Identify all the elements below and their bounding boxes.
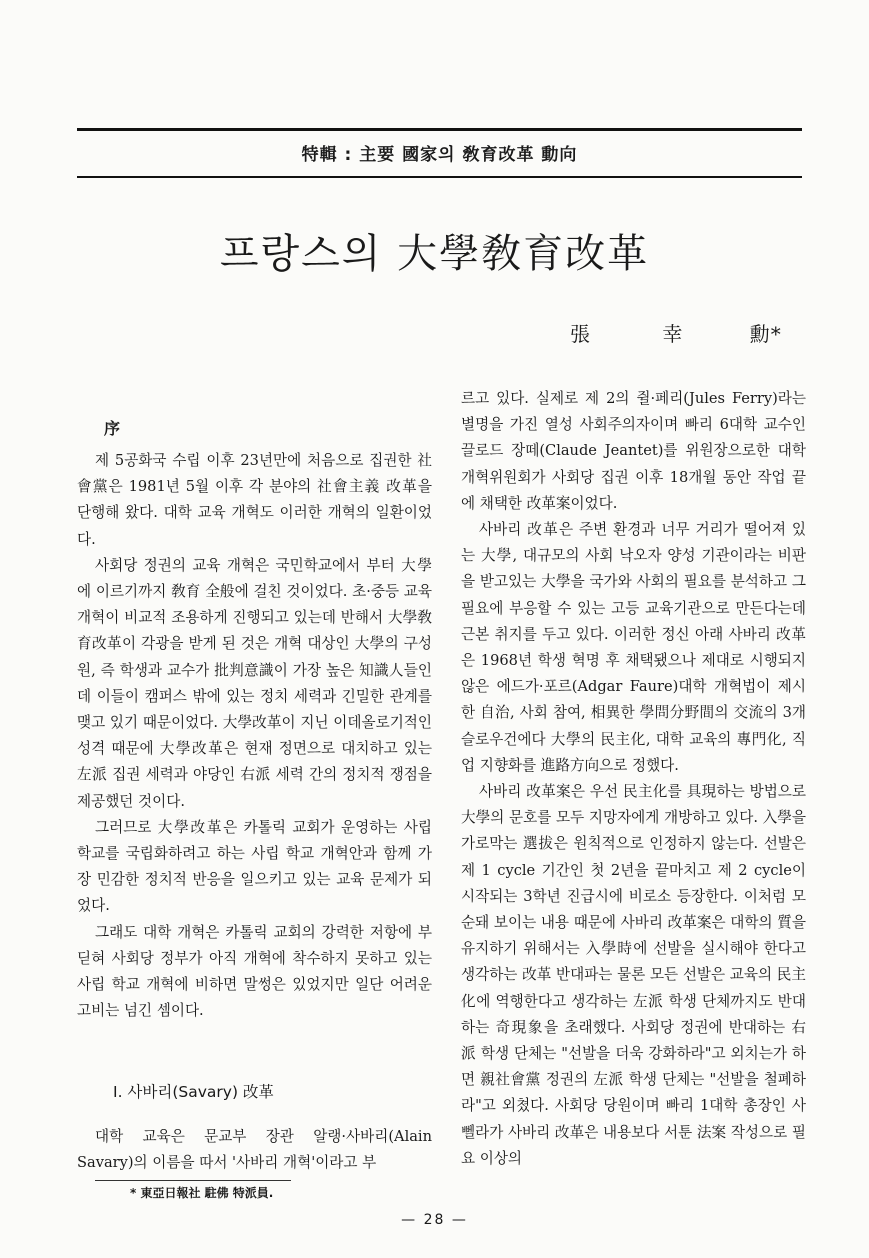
- author-char: 張: [570, 322, 591, 346]
- paragraph: 사바리 改革案은 우선 民主化를 具現하는 방법으로 大學의 문호를 모두 지망자에게 개방하고 있다. 入學을 가로막는 選拔은 원칙적으로 인정하지 않는다. 선발은 제 1 cycle 기간인 첫 2년을 끝마치고 제 2 cycle이 시작되는 3학년 진급시에 비로소 등장한다. 이처럼 모순돼 보이는 내용 때문에 사바리 改革案은 대학의 質을 유지하기 위해서는 入學時에 선발을 실시해야 한다고 생각하는 改革 반대파는 물론 모든 선발은 교육의 民主化에 역행한다고 생각하는 左派 학생 단체까지도 반대하는 奇現象을 초래했다. 사회당 정권에 반대하는 右派 학생 단체는 "선발을 더욱 강화하라"고 외치는가 하면 親社會黨 정권의 左派 학생 단체는 "선발을 철폐하라"고 외쳤다. 사회당 당원이며 빠리 1대학 총장인 사뻴라가 사바리 改革은 내용보다 서툰 法案 작성으로 필요 이상의: [461, 783, 806, 1167]
- author-byline: [570, 318, 782, 347]
- section-heading-preface: 序: [104, 419, 121, 438]
- left-column-continued: [77, 1124, 432, 1176]
- paragraph: 그래도 대학 개혁은 카톨릭 교회의 강력한 저항에 부딛혀 사회당 정부가 아직 개혁에 착수하지 못하고 있는 사립 학교 개혁에 비하면 말썽은 있었지만 일단 어려운 고비는 넘긴 셈이다.: [77, 923, 432, 1020]
- paragraph: 제 5공화국 수립 이후 23년만에 처음으로 집권한 社會黨은 1981년 5월 이후 각 분야의 社會主義 改革을 단행해 왔다. 대학 교육 개혁도 이러한 개혁의 일환이었다.: [77, 452, 432, 548]
- header-top-rule: [77, 128, 802, 131]
- section-heading-savary: I. 사바리(Savary) 改革: [113, 1083, 274, 1101]
- author-char: 勳*: [749, 322, 782, 346]
- paragraph: 그러므로 大學改革은 카톨릭 교회가 운영하는 사립 학교를 국립화하려고 하는 사립 학교 개혁안과 함께 가장 민감한 정치적 반응을 일으키고 있는 교육 문제가 되었다.: [77, 818, 432, 915]
- section-header-label: 特輯 : 主要 國家의 敎育改革 動向: [301, 145, 578, 165]
- left-column: [77, 448, 432, 1024]
- footnote-rule: [95, 1180, 291, 1181]
- paragraph: 대학 교육은 문교부 장관 알랭·사바리(Alain Savary)의 이름을 따서 '사바리 개혁'이라고 부: [77, 1128, 432, 1172]
- header-bottom-rule: [77, 176, 802, 178]
- paragraph: 사회당 정권의 교육 개혁은 국민학교에서 부터 大學에 이르기까지 敎育 全般에 걸친 것이었다. 초·중등 교육 개혁이 비교적 조용하게 진행되고 있는데 반해서 大學敎育改革이 각광을 받게 된 것은 개혁 대상인 大學의 구성원, 즉 학생과 교수가 批判意識이 가장 높은 知識人들인데 이들이 캠퍼스 밖에 있는 정치 세력과 긴밀한 관계를 맺고 있기 때문이었다. 大學改革이 지닌 이데올로기적인 성격 때문에 大學改革은 현재 정면으로 대치하고 있는 左派 집권 세력과 야당인 右派 세력 간의 정치적 쟁점을 제공했던 것이다.: [77, 556, 432, 810]
- page-number: — 28 —: [401, 1212, 468, 1228]
- footnote: * 東亞日報社 駐佛 特派員.: [130, 1186, 274, 1200]
- author-char: 幸: [662, 322, 684, 346]
- paragraph: 르고 있다. 실제로 제 2의 쥘·페리(Jules Ferry)라는 별명을 가진 열성 사회주의자이며 빠리 6대학 교수인 끌로드 장떼(Claude Jeantet)를 위원장으로한 대학개혁위원회가 사회당 집권 이후 18개월 동안 작업 끝에 채택한 改革案이었다.: [461, 390, 806, 512]
- right-column: [461, 386, 806, 1172]
- paragraph: 사바리 改革은 주변 환경과 너무 거리가 떨어져 있는 大學, 대규모의 사회 낙오자 양성 기관이라는 비판을 받고있는 大學을 국가와 사회의 필요를 분석하고 그 필요에 부응할 수 있는 고등 교육기관으로 만든다는데 근본 취지를 두고 있다. 이러한 정신 아래 사바리 改革은 1968년 학생 혁명 후 채택됐으나 제대로 시행되지 않은 에드가·포르(Adgar Faure)대학 개혁법이 제시한 自治, 사회 참여, 相異한 學問分野間의 交流의 3개 슬로우건에다 大學의 民主化, 대학 교육의 專門化, 직업 지향화를 進路方向으로 정했다.: [461, 521, 806, 774]
- article-title: 프랑스의 大學敎育改革: [219, 231, 650, 277]
